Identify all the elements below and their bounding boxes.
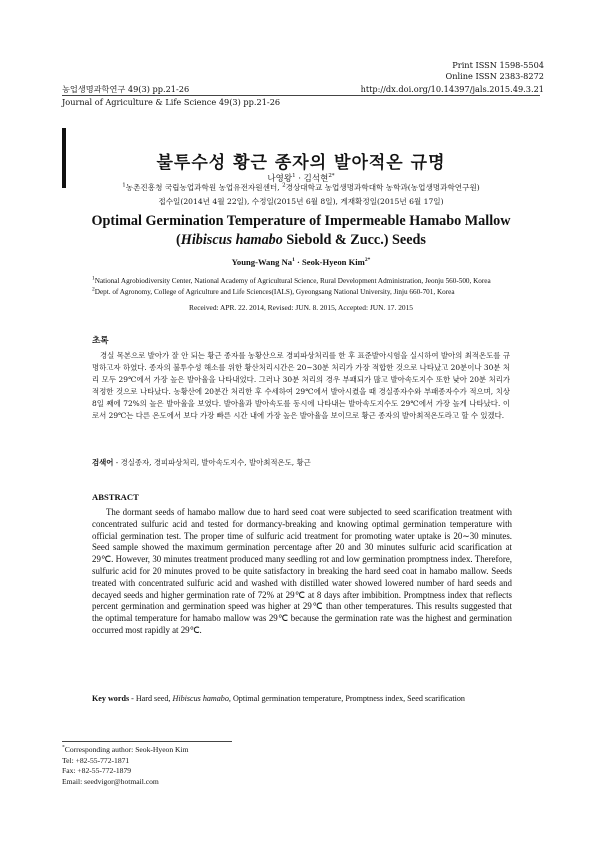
author2-ko: 김석현 <box>303 174 329 184</box>
footnote-rule <box>62 741 232 742</box>
author1-en: Young-Wang Na <box>231 257 293 267</box>
keywords-ko: 검색어 - 경실종자, 경피파상처리, 발아속도지수, 발아최적온도, 황근 <box>92 458 311 467</box>
affiliation-ko: $^1$농촌진흥청 국립농업과학원 농업유전자원센터, $^2$경상대학교 농업생명과학대학 농학과(농업생명과학연구원) <box>122 182 480 192</box>
dates-ko: 접수일(2014년 4월 22일), 수정일(2015년 6월 8일), 게재확정일(2015년 6월 17일) <box>158 197 444 206</box>
abstract-en-body: The dormant seeds of hamabo mallow due to hard seed coat were subjected to seed scarification treatment with concentrated sulfuric acid and tested for dormancy-breaking and knowing optimal germination temperature with official germination test. The proper time of sulfuric acid treatment for promoting water uptake is 20∼30 minutes. Seed sample showed the maximum germination percentage after 20 and 30 minutes sulfuric acid scarification at 29℃. However, 30 minutes treatment produced many seedling rot and low germination promptness index. Therefore, sulfuric acid for 20 minutes proved to be quite satisfactory in breaking the hard seed coat in hamabo mallow. Seeds treated with concentrated sulfuric acid and washed with distilled water showed lowered number of hard seeds and decayed seeds and higher germination rate of 72% at 29℃ at 8 days after imbibition. Promptness index that reflects percent germination and germination speed was higher at 29℃ than other temperatures. This results suggested that the optimal temperature for hamabo mallow was 29℃ because the germination rate was the highest and germination occurred most rapidly at 29℃. <box>92 507 512 635</box>
fax: Fax: +82-55-772-1879 <box>62 766 132 776</box>
footnote: *Corresponding author: Seok-Hyeon Kim Tel: +82-55-772-1871 Fax: +82-55-772-1879 Email: seedvigor@hotmail.com <box>62 745 362 787</box>
abstract-ko-heading: 초록 <box>92 336 109 346</box>
species-name: Hibiscus hamabo <box>180 232 283 248</box>
online-issn: Online ISSN 2383-8272 <box>445 71 544 81</box>
header-rule <box>62 95 540 96</box>
doi-link[interactable]: http://dx.doi.org/10.14397/jals.2015.49.3.21 <box>360 84 544 94</box>
email-link[interactable]: Email: seedvigor@hotmail.com <box>62 776 159 786</box>
affiliation-en: $^1$National Agrobiodiversity Center, National Academy of Agricultural Science, Rural Development Administration, Jeonju 560-500, Korea $^2$Dept. of Agronomy, College of Agriculture and Life Sciences(IALS), Gyeongsang National University, Jinju 660-701, Korea <box>92 275 491 296</box>
journal-title-ko: 농업생명과학연구 49(3) pp.21-26 <box>62 84 190 94</box>
keywords-en: Key words - Hard seed, Hibiscus hamabo, Optimal germination temperature, Promptness index, Seed scarification <box>92 694 465 703</box>
author1-ko: 나영왕 <box>267 174 293 184</box>
author2-en: Seok-Hyeon Kim <box>302 257 365 267</box>
page-title-ko: 불투수성 황근 종자의 발아적온 규명 <box>156 153 446 173</box>
abstract-ko-body: 경실 목본으로 발아가 잘 안 되는 황근 종자를 농황산으로 경피파상처리를 한 후 표준발아시험을 실시하여 발아의 최적온도를 규명하고자 하였다. 종자의 불투수성 해소를 위한 황산처리시간은 20~30분 처리가 가장 적합한 것으로 나타났고 20분이나 30분 처리 모두 29℃에서 가장 높은 발아율을 나타내었다. 그러나 30분 처리의 경우 부패되가 많고 발아속도지수 또한 낮아 20분 처리가 적정한 것으로 나타났다. 농황산에 20분간 처리한 후 수세하여 29℃에서 발아시켰을 때 경실종자수와 부패종자수가 적으며, 치상 8일 째에 72%의 높은 발아율을 보였다. 발아율과 발아속도를 동시에 나타내는 발아속도지수도 29℃에서 가장 높게 나타났다. 이로서 29℃는 다른 온도에서 보다 가장 빠른 시간 내에 가장 높은 발아율을 보이므로 황근 종자의 발아최적온도라고 할 수 있겠다. <box>92 351 510 420</box>
journal-title-en: Journal of Agriculture & Life Science 49(3) pp.21-26 <box>62 97 281 107</box>
abstract-en-heading: ABSTRACT <box>92 492 139 502</box>
received-dates: Received: APR. 22. 2014, Revised: JUN. 8. 2015, Accepted: JUN. 17. 2015 <box>189 303 413 312</box>
authors-en: Young-Wang $Na^1$ · Seok-Hyeon Kim$^{2*}$ <box>231 257 371 267</box>
print-issn: Print ISSN 1598-5504 <box>452 60 544 70</box>
authors-ko: 나영왕$^1$ · 김석현$^{2*}$ <box>267 173 335 184</box>
telephone: Tel: +82-55-772-1871 <box>62 755 130 765</box>
corresponding-author: Corresponding author: Seok-Hyeon Kim <box>64 745 189 754</box>
page-title-en: Optimal Germination Temperature of Impermeable Hamabo Mallow (Hibiscus hamabo Siebold & Zucc.) Seeds <box>91 213 511 248</box>
